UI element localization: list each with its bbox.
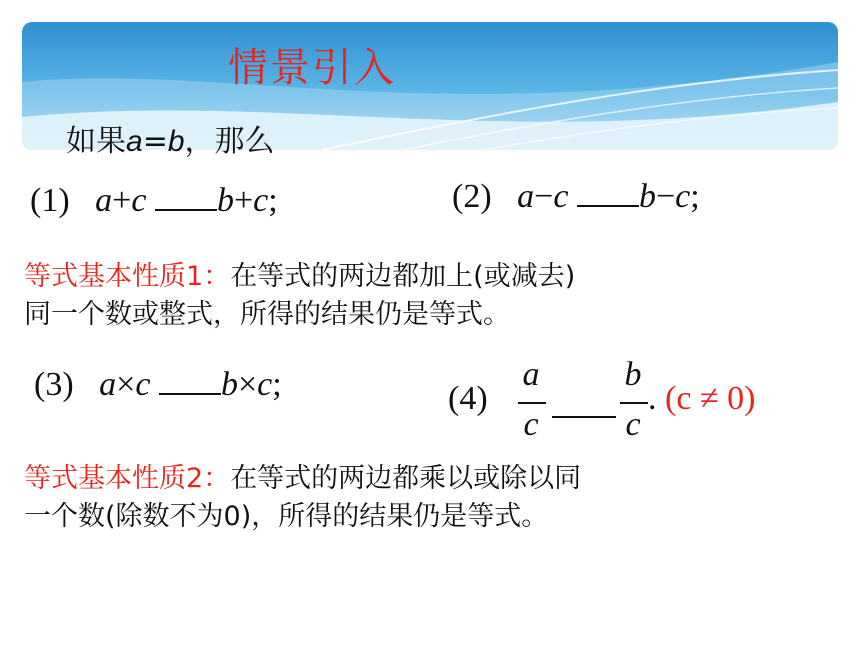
intro-eq: = bbox=[142, 124, 168, 159]
property-2-line2: 一个数(除数不为0)，所得的结果仍是等式。 bbox=[24, 501, 549, 532]
problem-2 bbox=[452, 178, 700, 216]
intro-prefix: 如果 bbox=[66, 124, 126, 159]
terminator: . bbox=[648, 380, 657, 417]
intro-suffix: ，那么 bbox=[184, 124, 275, 159]
fraction-numerator: b bbox=[624, 356, 642, 393]
term: c bbox=[553, 178, 569, 215]
property-1 bbox=[24, 258, 575, 334]
problem-4-end bbox=[648, 380, 755, 418]
term: a bbox=[99, 366, 117, 403]
fraction-denominator: c bbox=[523, 406, 539, 443]
term: c bbox=[131, 182, 147, 219]
term: b bbox=[638, 178, 656, 215]
intro-line bbox=[66, 116, 275, 160]
operator: − bbox=[534, 178, 554, 215]
operator: − bbox=[655, 178, 676, 215]
property-2 bbox=[24, 460, 581, 536]
operator: + bbox=[112, 182, 132, 219]
nonzero-condition: (c ≠ 0) bbox=[665, 380, 756, 417]
property-1-line1: 在等式的两边都加上(或减去) bbox=[230, 261, 576, 292]
answer-blank[interactable] bbox=[577, 204, 639, 207]
property-2-line1: 在等式的两边都乘以或除以同 bbox=[230, 463, 582, 494]
fraction-denominator: c bbox=[625, 406, 641, 443]
problem-number: (1) bbox=[30, 182, 70, 219]
problem-3 bbox=[34, 366, 282, 404]
term: c bbox=[257, 366, 273, 403]
term: c bbox=[675, 178, 691, 215]
term: b bbox=[216, 182, 234, 219]
term: c bbox=[135, 366, 151, 403]
terminator: ; bbox=[690, 178, 700, 215]
term: c bbox=[253, 182, 269, 219]
fraction-bar bbox=[620, 402, 648, 404]
terminator: ; bbox=[268, 182, 278, 219]
intro-var-b: b bbox=[167, 125, 185, 158]
terminator: ; bbox=[272, 366, 282, 403]
problem-1 bbox=[30, 182, 278, 220]
answer-blank[interactable] bbox=[155, 208, 217, 211]
intro-var-a: a bbox=[126, 125, 143, 158]
term: a bbox=[95, 182, 113, 219]
problem-number: (4) bbox=[448, 380, 488, 417]
fraction-bar bbox=[518, 402, 546, 404]
term: a bbox=[517, 178, 535, 215]
operator: + bbox=[233, 182, 254, 219]
property-1-label: 等式基本性质1： bbox=[24, 261, 231, 292]
slide-title: 情景引入 bbox=[228, 45, 396, 91]
operator: × bbox=[116, 366, 136, 403]
fraction-numerator: a bbox=[522, 356, 540, 393]
answer-blank[interactable] bbox=[552, 416, 616, 418]
operator: × bbox=[237, 366, 258, 403]
term: b bbox=[220, 366, 238, 403]
answer-blank[interactable] bbox=[159, 392, 221, 395]
problem-number: (2) bbox=[452, 178, 492, 215]
problem-number: (3) bbox=[34, 366, 74, 403]
property-2-label: 等式基本性质2： bbox=[24, 463, 231, 494]
property-1-line2: 同一个数或整式，所得的结果仍是等式。 bbox=[24, 299, 510, 330]
